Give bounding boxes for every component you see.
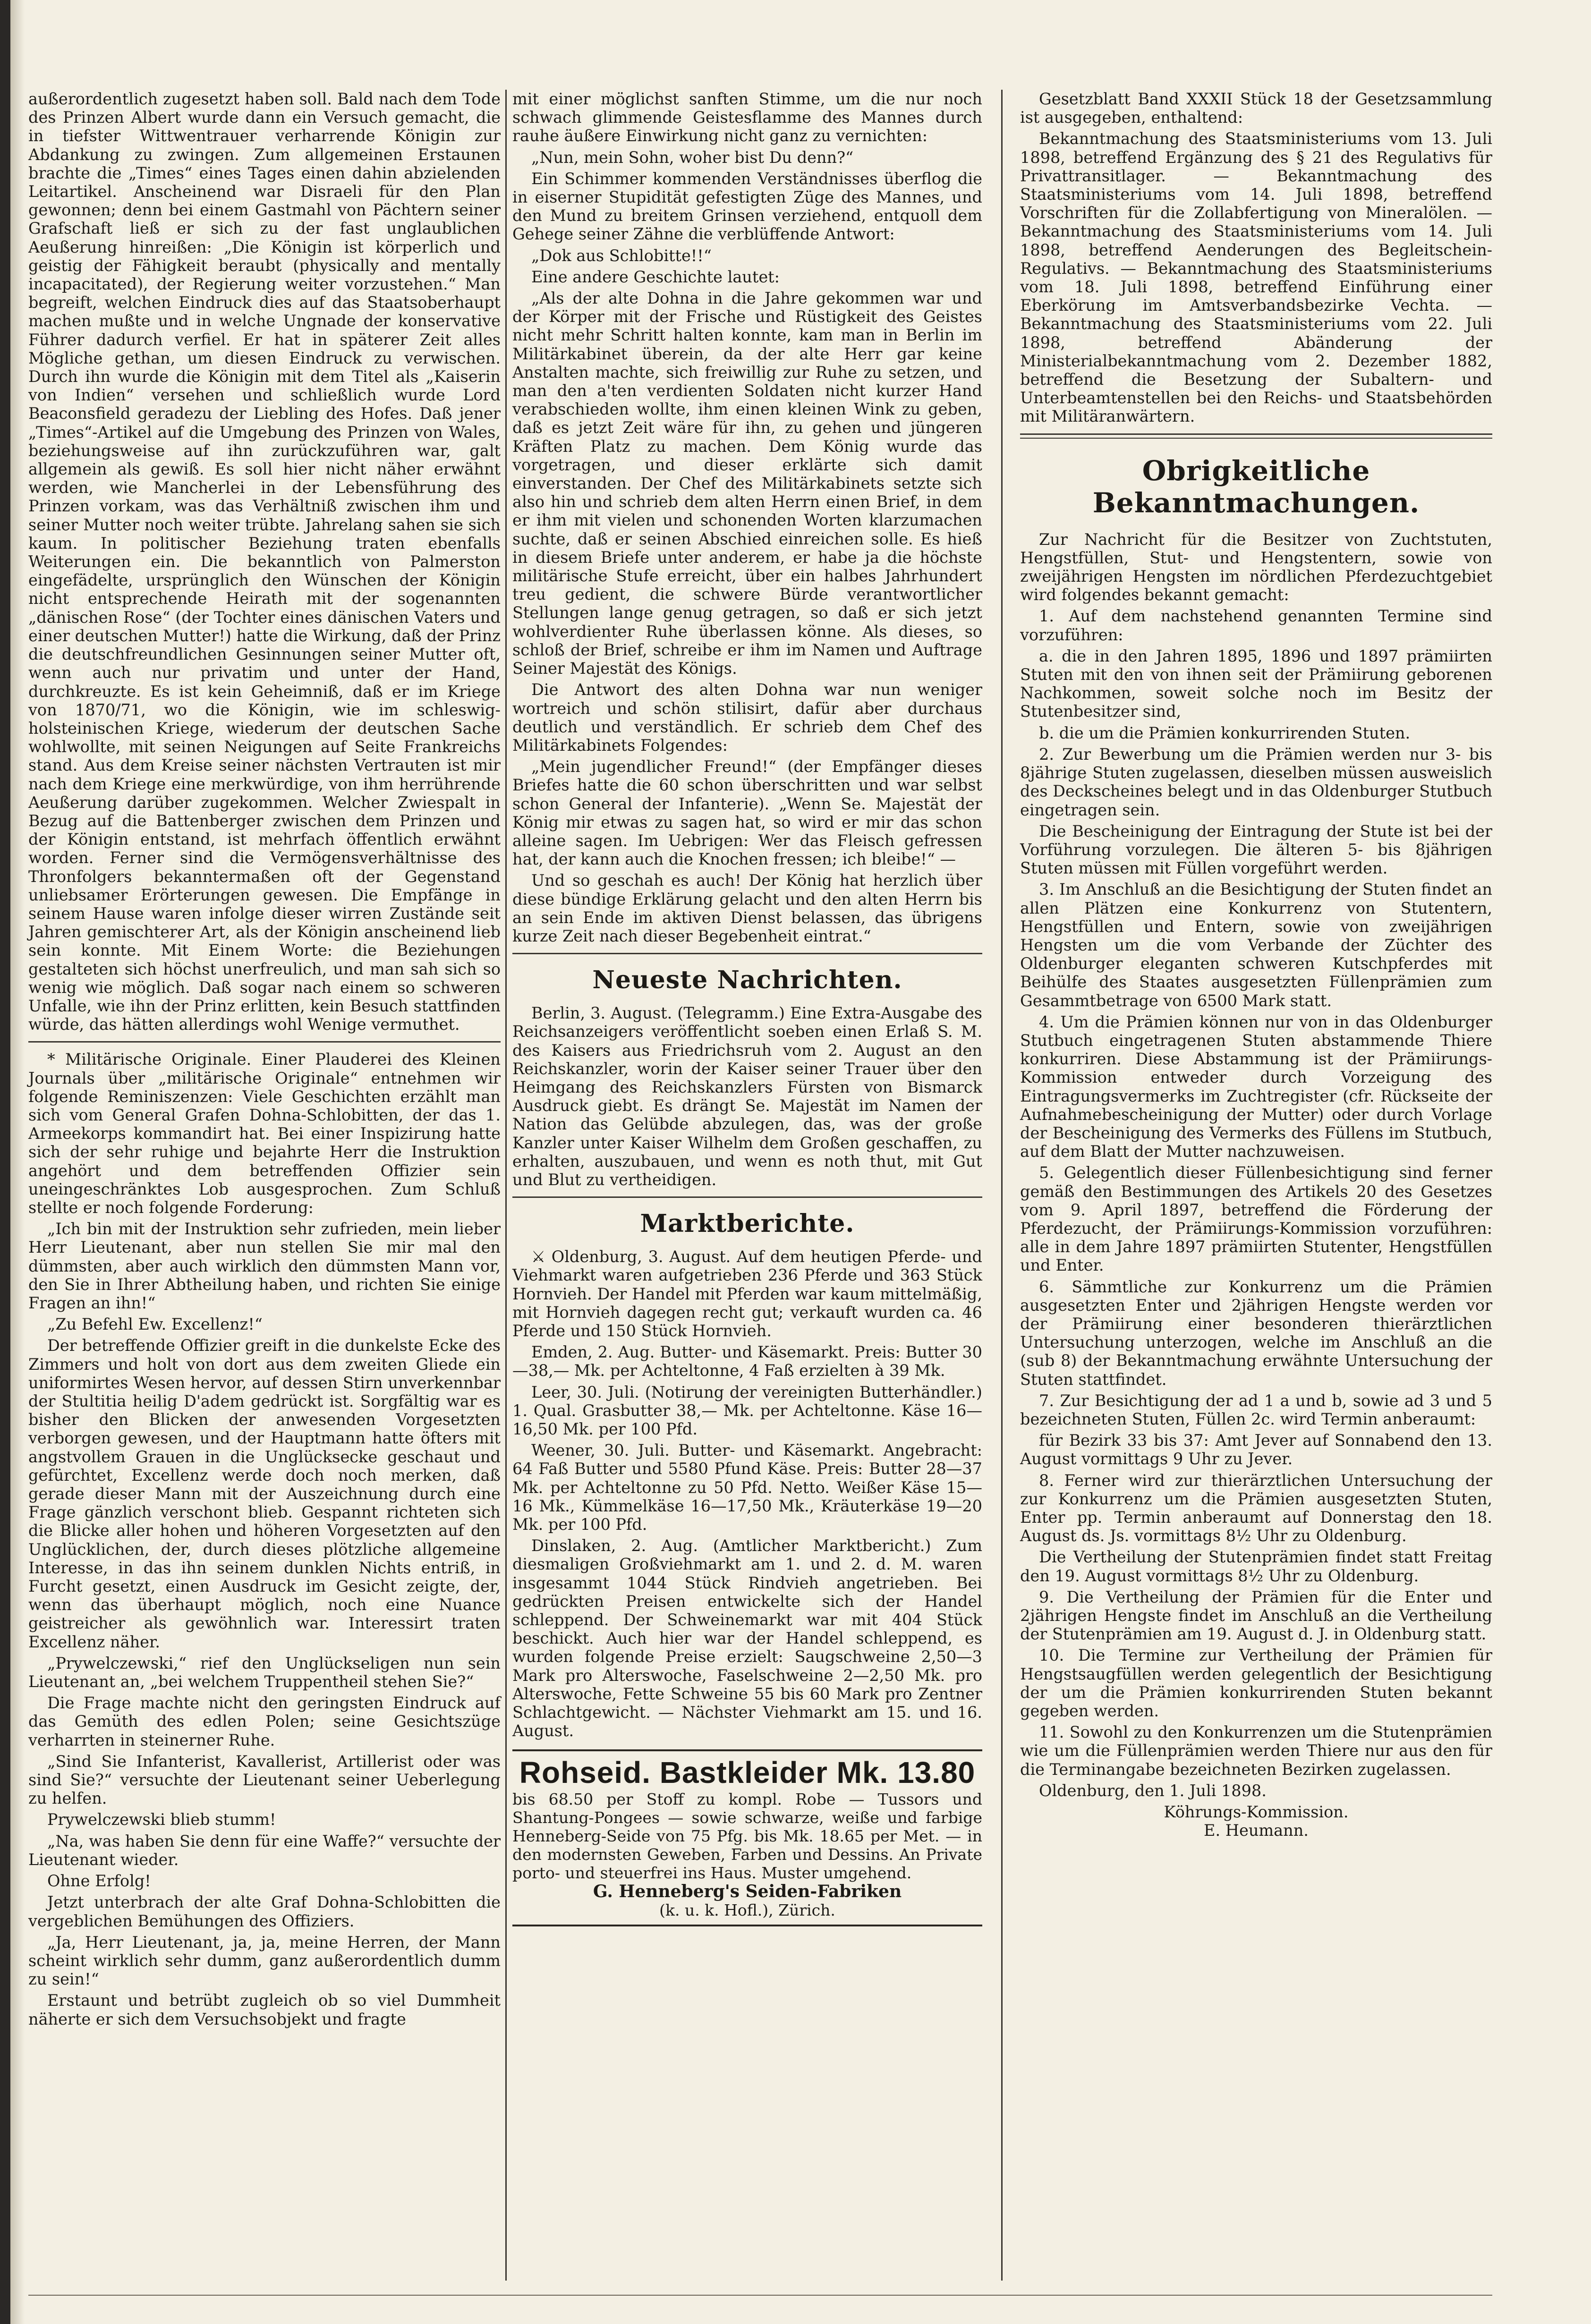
notice-text: 5. Gelegentlich dieser Füllenbesichtigung sind ferner gemäß den Bestimmungen des Artikels 20 des Gesetzes vom 9. April 1897, betreffend die Förderung der Pferdezucht, der Prämiirungs-Kommission vorzuführen: alle in dem Jahre 1897 prämiirten Stutenter, Hengstfüllen und Enter. xyxy=(1020,1163,1492,1275)
notice-text: 11. Sowohl zu den Konkurrenzen um die Stutenprämien wie um die Füllenprämien werden Thiere nur aus den für die Terminangabe bezeichneten Bezirken zugelassen. xyxy=(1020,1723,1492,1779)
article-text: Ohne Erfolg! xyxy=(47,1872,151,1891)
article-text: außerordentlich zugesetzt haben soll. Bald nach dem Tode des Prinzen Albert wurde dann ein Versuch gemacht, die in tiefster Wittwentrauer verharrende Königin zur Abdankung zu zwingen. Zum allgemeinen Erstaunen brachte die „Times“ eines Tages einen dahin abzielenden Leitartikel. Anscheinend war Disraeli für den Plan gewonnen; denn bei einem Gastmahl von Pächtern seiner Grafschaft ließ er sich zu der fast unglaublichen Aeußerung hinreißen: „Die Königin ist körperlich und geistig der Fähigkeit beraubt (physically and mentally incapacitated), der Regierung weiter vorzustehen.“ Man begreift, welchen Eindruck dies auf das Staatsoberhaupt machen mußte und in welche Ungnade der konservative Führer dadurch verfiel. Er hat in späterer Zeit alles Mögliche gethan, um diesen Eindruck zu verwischen. Durch ihn wurde die Königin mit dem Titel als „Kaiserin von Indien“ versehen und schließlich wurde Lord Beaconsfield geradezu der Liebling des Hofes. Daß jener „Times“-Artikel auf die Umgebung des Prinzen von Wales, beziehungsweise auf ihn zurückzuführen war, galt allgemein als gewiß. Es soll hier nicht näher erwähnt werden, wie Mancherlei in der Lebensführung des Prinzen vorkam, was das Verhältniß zwischen ihm und seiner Mutter noch weiter trübte. Jahrelang sahen sie sich kaum. In politischer Beziehung traten ebenfalls Weiterungen ein. Die bekanntlich von Palmerston eingefädelte, ursprünglich den Wünschen der Königin nicht entsprechende Heirath mit der sogenannten „dänischen Rose“ (der Tochter eines dänischen Vaters und einer deutschen Mutter!) hatte die Wirkung, daß der Prinz die deutschfreundlichen Gesinnungen seiner Mutter oft, wenn auch nur privatim und unter der Hand, durchkreuzte. Es ist kein Geheimniß, daß er im Kriege von 1870/71, wo die Königin, wie im schleswig-holsteinischen Kriege, wiederum der deutschen Sache wohlwollte, mit seinen Neigungen auf Seite Frankreichs stand. Aus dem Kreise seiner nächsten Vertrauten ist mir nach dem Kriege eine merkwürdige, von ihm herrührende Aeußerung darüber zugekommen. Welcher Zwiespalt in Bezug auf die Battenberger zwischen dem Prinzen und der Königin entstand, ist mehrfach öffentlich erwähnt worden. Ferner sind die Vermögensverhältnisse des Thronfolgers bekanntermaßen oft der Gegenstand unliebsamer Erörterungen gewesen. Die Empfänge in seinem Hause waren infolge dieser wirren Zustände seit Jahren gemischterer Art, als der Königin anscheinend lieb sein konnte. Mit Einem Worte: die Beziehungen gestalteten sich höchst unerfreulich, und man sah sich so wenig wie möglich. Daß sogar nach einem so schweren Unfalle, wie ihn der Prinz erlitten, kein Besuch stattfinden würde, das hätten allerdings wohl Wenige vermuthet. xyxy=(28,90,501,1034)
article-text: „Nun, mein Sohn, woher bist Du denn?“ xyxy=(531,148,854,167)
ad-text: bis 68.50 per Stoff zu kompl. Robe — Tussors und Shantung-Pongees — sowie schwarze, weiße und farbige Henneberg-Seide von 75 Pfg. bis Mk. 18.65 per Met. — in den modernsten Geweben, Farben und Dessins. An Private porto- und steuerfrei ins Haus. Muster umgehend. xyxy=(512,1790,982,1883)
article-text: Eine andere Geschichte lautet: xyxy=(531,267,780,286)
article-text: „Prywelczewski,“ rief den Unglückseligen nun sein Lieutenant an, „bei welchem Truppentheil stehen Sie?“ xyxy=(28,1654,501,1691)
article-text: „Als der alte Dohna in die Jahre gekommen war und der Körper mit der Frische und Rüstigkeit des Geistes nicht mehr Schritt halten konnte, kam man in Berlin im Militärkabinet überein, da der alte Herr gar keine Anstalten machte, sich freiwillig zur Ruhe zu setzen, und man den a'ten verdienten Soldaten nicht kurzer Hand verabschieden wollte, ihm einen kleinen Wink zu geben, daß es jetzt Zeit wäre für ihn, zu gehen und jüngeren Kräften Platz zu machen. Dem König wurde das vorgetragen, und dieser erklärte sich damit einverstanden. Der Chef des Militärkabinets setzte sich also hin und schrieb dem alten Herrn einen Brief, in dem er ihm mit vielen und schonenden Worten klarzumachen suchte, daß er seinen Abschied einreichen solle. Es hieß in diesem Briefe unter anderem, er habe ja die höchste militärische Stufe erreicht, über ein halbes Jahrhundert treu gedient, die schwere Bürde verantwortlicher Stellungen lange genug getragen, so daß er sich jetzt wohlverdienter Ruhe überlassen könne. Als dieses, so schloß der Brief, schreibe er ihm im Namen und Auftrage Seiner Majestät des Königs. xyxy=(512,289,982,678)
separator xyxy=(512,1196,982,1198)
article-text: Jetzt unterbrach der alte Graf Dohna-Schlobitten die vergeblichen Bemühungen des Offiziers. xyxy=(28,1893,501,1930)
column-3 xyxy=(1020,90,1492,1840)
section-heading-official: Obrigkeitliche Bekanntmachungen. xyxy=(1092,454,1420,519)
page-shadow xyxy=(10,0,25,2324)
section-heading-news: Neueste Nachrichten. xyxy=(592,966,902,995)
market-report: ⚔ Oldenburg, 3. August. Auf dem heutigen Pferde- und Viehmarkt waren aufgetrieben 236 Pferde und 363 Stück Hornvieh. Der Handel mit Pferden war kaum mittelmäßig, mit Hornvieh dagegen recht gut; verkauft wurden ca. 46 Pferde und 150 Stück Hornvieh. xyxy=(512,1247,982,1340)
section-heading-market: Marktberichte. xyxy=(640,1209,855,1238)
article-text: Erstaunt und betrübt zugleich ob so viel Dummheit näherte er sich dem Versuchsobjekt und fragte xyxy=(28,1991,501,2028)
article-text: Ein Schimmer kommenden Verständnisses überflog die in eiserner Stupidität gefestigten Züge des Mannes, und den Mund zu breitem Grinsen verziehend, entquoll dem Gehege seiner Zähne die verblüffende Antwort: xyxy=(512,169,982,244)
separator xyxy=(1020,433,1492,439)
article-text: „Dok aus Schlobitte!!“ xyxy=(531,246,712,265)
article-text: „Ich bin mit der Instruktion sehr zufrieden, mein lieber Herr Lieutenant, aber nun stellen Sie mir mal den dümmsten, aber auch wirklich den dümmsten Mann vor, den Sie in Ihrer Abtheilung haben, und richten Sie einige Fragen an ihn!“ xyxy=(28,1220,501,1312)
article-text: „Ja, Herr Lieutenant, ja, ja, meine Herren, der Mann scheint wirklich sehr dumm, ganz außerordentlich dumm zu sein!“ xyxy=(28,1933,501,1989)
page-edge xyxy=(0,0,10,2324)
notice-text: 7. Zur Besichtigung der ad 1 a und b, sowie ad 3 und 5 bezeichneten Stuten, Füllen 2c. wird Termin anberaumt: xyxy=(1020,1391,1492,1428)
notice-text: 3. Im Anschluß an die Besichtigung der Stuten findet an allen Plätzen eine Konkurrenz von Stutentern, Hengstfüllen und Entern, sowie von zweijährigen Hengsten um die vom Verbande der Züchter des Oldenburger eleganten schweren Kutschpferdes mit Beihülfe des Staates ausgesetzten Füllenprämien zum Gesammtbetrage von 6500 Mark statt. xyxy=(1020,880,1492,1010)
article-text: „Zu Befehl Ew. Excellenz!“ xyxy=(47,1315,263,1334)
article-text: „Sind Sie Infanterist, Kavallerist, Artillerist oder was sind Sie?“ versuchte der Lieutenant seiner Ueberlegung zu helfen. xyxy=(28,1752,501,1808)
notice-text: Die Vertheilung der Stutenprämien findet statt Freitag den 19. August vormittags 8½ Uhr zu Oldenburg. xyxy=(1020,1548,1492,1585)
notice-text: a. die in den Jahren 1895, 1896 und 1897 prämiirten Stuten mit den von ihnen seit der Prämiirung geborenen Nachkommen, soweit solche noch im Besitz der Stutenbesitzer sind, xyxy=(1020,646,1492,721)
market-report: Dinslaken, 2. Aug. (Amtlicher Marktbericht.) Zum diesmaligen Großviehmarkt am 1. und 2. d. M. waren insgesammt 1044 Stück Rindvieh angetrieben. Bei gedrückten Preisen entwickelte sich der Handel schleppend. Der Schweinemarkt war mit 404 Stück beschickt. Auch hier war der Handel schleppend, es wurden folgende Preise erzielt: Saugschweine 2,50—3 Mark pro Alterswoche, Faselschweine 2—2,50 Mk. pro Alterswoche, Fette Schweine 55 bis 60 Mark pro Zentner Schlachtgewicht. — Nächster Viehmarkt am 15. und 16. August. xyxy=(512,1536,982,1740)
ad-title: Rohseid. Bastkleider Mk. 13.80 xyxy=(519,1756,976,1790)
bottom-rule xyxy=(28,2295,1492,2296)
notice-text: Gesetzblatt Band XXXII Stück 18 der Gesetzsammlung ist ausgegeben, enthaltend: xyxy=(1020,90,1492,127)
separator xyxy=(28,1041,501,1043)
notice-text: für Bezirk 33 bis 37: Amt Jever auf Sonnabend den 13. August vormittags 9 Uhr zu Jever. xyxy=(1020,1431,1492,1468)
column-rule xyxy=(505,90,507,2281)
article-text: „Na, was haben Sie denn für eine Waffe?“ versuchte der Lieutenant wieder. xyxy=(28,1832,501,1869)
article-text: Die Frage machte nicht den geringsten Eindruck auf das Gemüth des edlen Polen; seine Gesichtszüge verharrten in steinerner Ruhe. xyxy=(28,1694,501,1749)
article-text: mit einer möglichst sanften Stimme, um die nur noch schwach glimmende Geistesflamme des Mannes durch rauhe äußere Einwirkung nicht ganz zu vernichten: xyxy=(512,90,982,145)
article-text: Der betreffende Offizier greift in die dunkelste Ecke des Zimmers und holt von dort aus dem zweiten Gliede ein uniformirtes Wesen hervor, auf dessen Stirn unverkennbar der Stultitia heilig D'adem gedrückt ist. Sorgfältig war es bisher den Blicken der anwesenden Vorgesetzten verborgen gewesen, und der Hauptmann hatte öfters mit angstvollem Grauen in die Unglücksecke geschaut und gefürchtet, Excellenz werde doch noch merken, daß gerade dieser Mann mit der Auszeichnung durch eine Frage gänzlich verschont blieb. Gespannt richteten sich die Blicke aller hohen und höheren Vorgesetzten auf den Unglücklichen, der, durch dieses plötzliche allgemeine Interesse, in das ihn seinem dunklen Nichts entriß, in Furcht gesetzt, einen Ausdruck im Gesicht zeigte, der, wenn das überhaupt möglich, noch eine Nuance geistreicher als gewöhnlich war. Interessirt traten Excellenz näher. xyxy=(28,1336,501,1651)
separator xyxy=(512,953,982,954)
signature-committee: Köhrungs-Kommission. xyxy=(1164,1802,1349,1821)
advertisement xyxy=(512,1749,982,1926)
notice-text: 10. Die Termine zur Vertheilung der Prämien für Hengstsaugfüllen werden gelegentlich der Besichtigung der um die Prämien konkurrirenden Stuten bekannt gegeben werden. xyxy=(1020,1646,1492,1721)
market-report: Emden, 2. Aug. Butter- und Käsemarkt. Preis: Butter 30—38,— Mk. per Achteltonne, 4 Faß erzielten à 39 Mk. xyxy=(512,1343,982,1380)
notice-text: 1. Auf dem nachstehend genannten Termine sind vorzuführen: xyxy=(1020,607,1492,644)
notice-text: b. die um die Prämien konkurrirenden Stuten. xyxy=(1039,723,1411,742)
news-text: Berlin, 3. August. (Telegramm.) Eine Extra-Ausgabe des Reichsanzeigers veröffentlicht soeben einen Erlaß S. M. des Kaisers aus Friedrichsruh vom 2. August an den Reichskanzler, worin der Kaiser seiner Trauer über den Heimgang des Reichskanzlers Fürsten von Bismarck Ausdruck giebt. Es drängt Se. Majestät im Namen der Nation das Gelübde abzulegen, das, was der große Kanzler unter Kaiser Wilhelm dem Großen geschaffen, zu erhalten, auszubauen, und wenn es noth thut, mit Gut und Blut zu vertheidigen. xyxy=(512,1004,982,1189)
signature-name: E. Heumann. xyxy=(1204,1821,1309,1840)
market-report: Leer, 30. Juli. (Notirung der vereinigten Butterhändler.) 1. Qual. Grasbutter 38,— Mk. per Achteltonne. Käse 16—16,50 Mk. per 100 Pfd. xyxy=(512,1383,982,1438)
article-text: „Mein jugendlicher Freund!“ (der Empfänger dieses Briefes hatte die 60 schon überschritten und war selbst schon General der Infanterie). „Wenn Se. Majestät der König mir etwas zu sagen hat, so wird er mir das schon alleine sagen. Im Uebrigen: Wer das Fleisch gefressen hat, der kann auch die Knochen fressen; ich bleibe!“ — xyxy=(512,757,982,869)
column-2 xyxy=(512,90,982,1926)
notice-text: 6. Sämmtliche zur Konkurrenz um die Prämien ausgesetzten Enter und 2jährigen Hengste werden vor der Prämiirung einer besonderen thierärztlichen Untersuchung unterzogen, welche im Anschluß an die (sub 8) der Bekanntmachung erwähnte Untersuchung der Stuten stattfindet. xyxy=(1020,1277,1492,1389)
notice-text: Zur Nachricht für die Besitzer von Zuchtstuten, Hengstfüllen, Stut- und Hengstentern, sowie von zweijährigen Hengsten im nördlichen Pferdezuchtgebiet wird folgendes bekannt gemacht: xyxy=(1020,530,1492,604)
article-text: * Militärische Originale. Einer Plauderei des Kleinen Journals über „militärische Originale“ entnehmen wir folgende Reminiszenzen: Viele Geschichten erzählt man sich vom General Grafen Dohna-Schlobitten, der das 1. Armeekorps kommandirt hat. Bei einer Inspizirung hatte sich der sehr ruhige und bejahrte Herr die Instruktion angehört und dem betreffenden Offizier sein uneingeschränktes Lob ausgesprochen. Zum Schluß stellte er noch folgende Forderung: xyxy=(28,1050,501,1217)
article-text: Prywelczewski blieb stumm! xyxy=(47,1810,276,1829)
notice-text: 9. Die Vertheilung der Prämien für die Enter und 2jährigen Hengste findet im Anschluß an die Vertheilung der Stutenprämien am 19. August d. J. in Oldenburg statt. xyxy=(1020,1587,1492,1644)
notice-text: Bekanntmachung des Staatsministeriums vom 13. Juli 1898, betreffend Ergänzung des § 21 des Regulativs für Privattransitlager. — Bekanntmachung des Staatsministeriums vom 14. Juli 1898, betreffend Vorschriften für die Zollabfertigung von Mineralölen. — Bekanntmachung des Staatsministeriums vom 14. Juli 1898, betreffend Aenderungen des Begleitschein-Regulativs. — Bekanntmachung des Staatsministeriums vom 18. Juli 1898, betreffend Einführung einer Eberkörung im Amtsverbandsbezirke Vechta. — Bekanntmachung des Staatsministeriums vom 22. Juli 1898, betreffend Abänderung der Ministerialbekanntmachung vom 2. Dezember 1882, betreffend die Besetzung der Subaltern- und Unterbeamtenstellen bei den Reichs- und Staatsbehörden mit Militäranwärtern. xyxy=(1020,129,1492,426)
notice-text: 8. Ferner wird zur thierärztlichen Untersuchung der zur Konkurrenz um die Prämien ausgesetzten Stuten, Enter pp. Termin anberaumt auf Donnerstag den 18. August ds. Js. vormittags 8½ Uhr zu Oldenburg. xyxy=(1020,1471,1492,1545)
ad-place: (k. u. k. Hofl.), Zürich. xyxy=(659,1901,835,1920)
ad-company: G. Henneberg's Seiden-Fabriken xyxy=(593,1882,902,1902)
notice-text: Die Bescheinigung der Eintragung der Stute ist bei der Vorführung vorzulegen. Die älteren 5- bis 8jährigen Stuten müssen mit Füllen vorgeführt werden. xyxy=(1020,822,1492,878)
market-report: Weener, 30. Juli. Butter- und Käsemarkt. Angebracht: 64 Faß Butter und 5580 Pfund Käse. Preis: Butter 28—37 Mk. per Achteltonne zu 50 Pfd. Netto. Weißer Käse 15—16 Mk., Kümmelkäse 16—17,50 Mk., Kräuterkäse 19—20 Mk. per 100 Pfd. xyxy=(512,1441,982,1534)
notice-date: Oldenburg, den 1. Juli 1898. xyxy=(1039,1781,1267,1800)
column-rule xyxy=(1001,90,1003,2281)
notice-text: 4. Um die Prämien können nur von in das Oldenburger Stutbuch eingetragenen Stuten abstammende Thiere konkurriren. Diese Abstammung ist der Prämiirungs-Kommission entweder durch Vorzeigung des Eintragungsvermerks im Zuchtregister (cfr. Rückseite der Aufnahmebescheinigung der Mutter) oder durch Vorlage der Bescheinigung des Vermerks des Füllens im Stutbuch, auf dem Blatt der Mutter nachzuweisen. xyxy=(1020,1012,1492,1161)
article-text: Und so geschah es auch! Der König hat herzlich über diese bündige Erklärung gelacht und den alten Herrn bis an sein Ende im aktiven Dienst belassen, das übrigens kurze Zeit nach dieser Begebenheit eintrat.“ xyxy=(512,871,982,945)
article-text: Die Antwort des alten Dohna war nun weniger wortreich und schön stilisirt, dafür aber durchaus deutlich und verständlich. Er schrieb dem Chef des Militärkabinets Folgendes: xyxy=(512,680,982,755)
notice-text: 2. Zur Bewerbung um die Prämien werden nur 3- bis 8jährige Stuten zugelassen, dieselben müssen ausweislich des Deckscheines belegt und in das Oldenburger Stutbuch eingetragen sein. xyxy=(1020,745,1492,819)
column-1 xyxy=(28,90,501,2031)
